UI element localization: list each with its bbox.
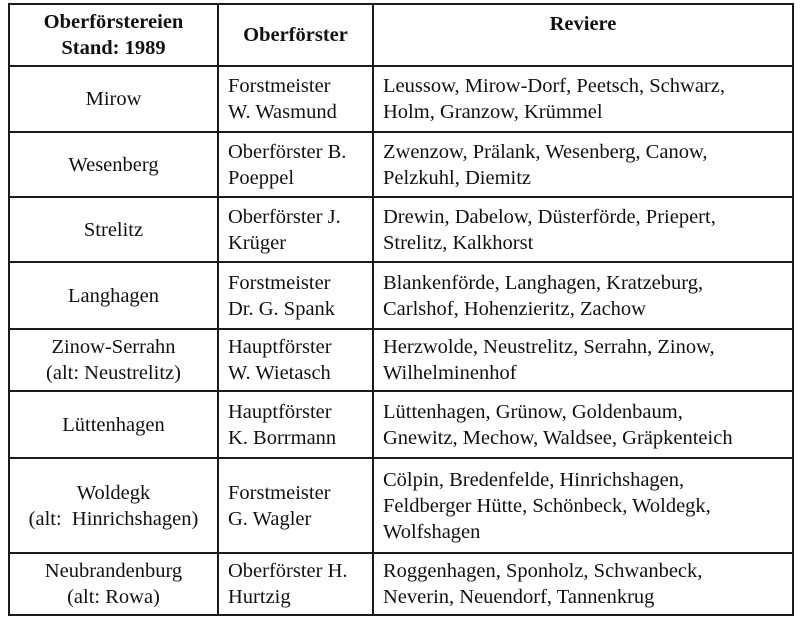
cell-text: Neverin, Neuendorf, Tannenkrug [383,586,655,608]
cell-text: Drewin, Dabelow, Düsterförde, Priepert, [383,205,716,228]
cell-oberfoerster [218,262,373,329]
header-col1-line2: Stand: 1989 [61,37,166,59]
cell-text: Poeppel [228,166,295,189]
cell-text: Hauptförster [228,400,332,423]
cell-text: Carlshof, Hohenzieritz, Zachow [383,297,646,320]
header-oberfoerstereien [9,4,218,66]
cell-oberfoerster [218,132,373,197]
cell-oberfoersterei [9,132,218,197]
cell-text: Forstmeister [228,75,331,97]
cell-text: Strelitz, Kalkhorst [383,231,534,254]
cell-oberfoersterei [9,262,218,329]
cell-text: Dr. G. Spank [228,297,336,320]
table-row [9,66,793,132]
cell-text: (alt: Rowa) [67,586,160,608]
cell-oberfoerster [218,197,373,262]
header-col2: Oberförster [243,24,348,46]
cell-oberfoerster [218,553,373,615]
header-reviere [373,4,793,66]
cell-text: W. Wasmund [228,101,337,123]
cell-text: Oberförster J. [228,205,341,228]
cell-text: Roggenhagen, Sponholz, Schwanbeck, [383,560,703,582]
cell-text: Zwenzow, Prälank, Wesenberg, Canow, [383,140,708,163]
cell-text: Oberförster H. [228,560,348,582]
header-row [9,4,793,66]
cell-oberfoersterei [9,197,218,262]
cell-text: Mirow [85,88,142,110]
cell-oberfoersterei [9,329,218,391]
cell-text: Hurtzig [228,586,291,608]
header-col3: Reviere [549,13,617,35]
cell-oberfoerster [218,66,373,132]
cell-text: Langhagen [67,284,160,307]
cell-text: Cölpin, Bredenfelde, Hinrichshagen, [383,468,685,491]
cell-text: Lüttenhagen [62,413,165,436]
table-row [9,197,793,262]
cell-reviere [373,329,793,391]
cell-text: Neubrandenburg [44,560,183,582]
cell-oberfoersterei [9,458,218,553]
cell-text: (alt: Hinrichshagen) [28,507,199,530]
cell-oberfoersterei [9,553,218,615]
cell-text: Wolfshagen [383,520,481,543]
cell-oberfoerster [218,329,373,391]
cell-text: Wilhelminenhof [383,362,517,384]
cell-text: Lüttenhagen, Grünow, Goldenbaum, [383,400,683,423]
cell-text: K. Borrmann [228,426,337,449]
cell-reviere [373,66,793,132]
cell-text: Gnewitz, Mechow, Waldsee, Gräpkenteich [383,426,733,449]
cell-text: Feldberger Hütte, Schönbeck, Woldegk, [383,494,711,517]
oberfoerstereien-table [8,3,794,616]
cell-text: Zinow-Serrahn [51,336,176,358]
table-row [9,391,793,458]
cell-reviere [373,391,793,458]
table-row [9,329,793,391]
header-oberfoerster [218,4,373,66]
cell-text: Leussow, Mirow-Dorf, Peetsch, Schwarz, [383,75,725,97]
table-row [9,553,793,615]
cell-text: Woldegk [76,481,151,504]
cell-text: Pelzkuhl, Diemitz [383,166,532,189]
cell-reviere [373,553,793,615]
cell-text: Forstmeister [228,271,331,294]
cell-text: Oberförster B. [228,140,347,163]
cell-text: Forstmeister [228,481,331,504]
header-col1-line1: Oberförstereien [43,11,184,33]
cell-text: Strelitz [83,218,144,241]
cell-text: Holm, Granzow, Krümmel [383,101,603,123]
cell-text: Wesenberg [68,153,159,176]
cell-text: G. Wagler [228,507,312,530]
cell-text: (alt: Neustrelitz) [46,362,181,384]
cell-text: Hauptförster [228,336,332,358]
cell-text: Blankenförde, Langhagen, Kratzeburg, [383,271,704,294]
table-row [9,262,793,329]
cell-oberfoerster [218,391,373,458]
cell-oberfoersterei [9,391,218,458]
cell-text: Herzwolde, Neustrelitz, Serrahn, Zinow, [383,336,715,358]
table-row [9,132,793,197]
cell-text: Krüger [228,231,287,254]
cell-oberfoerster [218,458,373,553]
cell-reviere [373,197,793,262]
cell-reviere [373,458,793,553]
table-row [9,458,793,553]
cell-reviere [373,262,793,329]
cell-oberfoersterei [9,66,218,132]
cell-text: W. Wietasch [228,362,331,384]
cell-reviere [373,132,793,197]
